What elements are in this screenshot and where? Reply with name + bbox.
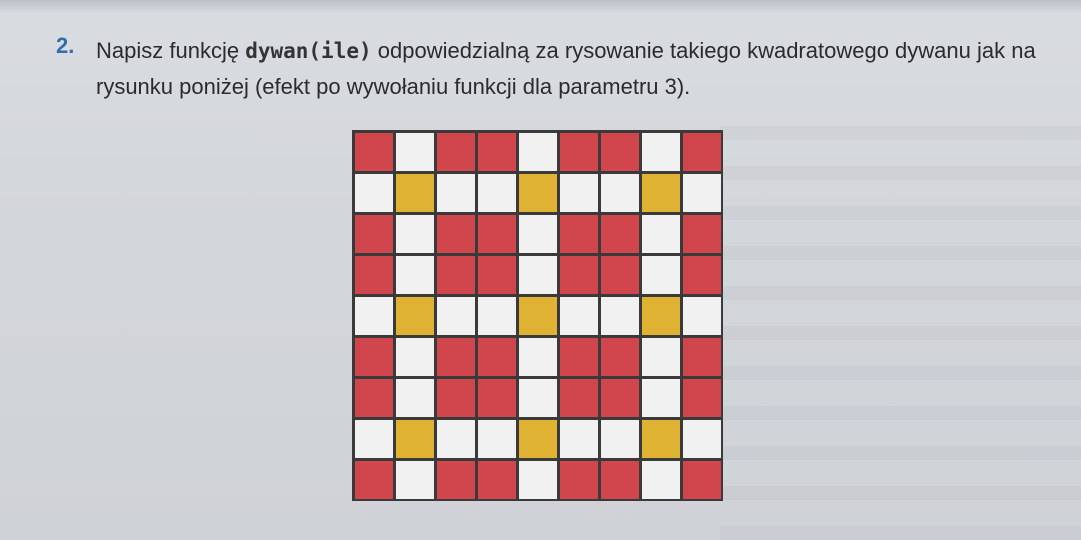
carpet-cell-white [683,297,721,335]
carpet-cell-red [437,133,475,171]
carpet-cell-yellow [396,420,434,458]
carpet-cell-white [355,420,393,458]
carpet-cell-white [519,461,557,499]
carpet-cell-white [396,338,434,376]
carpet-cell-red [437,461,475,499]
carpet-cell-red [683,133,721,171]
carpet-cell-red [560,461,598,499]
carpet-cell-white [437,420,475,458]
carpet-cell-red [355,379,393,417]
function-signature: dywan(ile) [245,39,372,63]
carpet-cell-white [519,338,557,376]
carpet-cell-red [355,461,393,499]
carpet-cell-white [478,420,516,458]
carpet-cell-red [478,133,516,171]
carpet-cell-white [642,338,680,376]
carpet-cell-red [478,379,516,417]
carpet-cell-white [478,174,516,212]
carpet-cell-white [355,174,393,212]
carpet-cell-red [478,256,516,294]
carpet-cell-red [683,256,721,294]
carpet-cell-white [560,297,598,335]
carpet-cell-white [478,297,516,335]
carpet-cell-red [601,256,639,294]
carpet-cell-red [683,338,721,376]
carpet-cell-red [478,461,516,499]
carpet-cell-red [437,338,475,376]
carpet-cell-yellow [396,174,434,212]
carpet-cell-white [519,379,557,417]
task-text-part-1: Napisz funkcję [96,38,246,63]
carpet-cell-red [355,133,393,171]
carpet-cell-red [601,215,639,253]
carpet-cell-red [560,215,598,253]
carpet-cell-white [355,297,393,335]
carpet-cell-white [396,461,434,499]
carpet-cell-white [642,379,680,417]
carpet-cell-red [601,461,639,499]
carpet-cell-red [478,215,516,253]
carpet-cell-red [437,215,475,253]
carpet-cell-white [560,174,598,212]
task-instruction [96,33,1036,104]
carpet-cell-yellow [642,420,680,458]
carpet-cell-white [601,297,639,335]
carpet-cell-white [437,297,475,335]
carpet-cell-red [355,215,393,253]
carpet-cell-red [683,461,721,499]
task-text-part-2: odpowiedzialną za rysowanie takiego kwadratowego dywanu jak na rysunku poniżej (efekt po wywołaniu funkcji dla parametru 3). [96,38,1036,99]
carpet-cell-white [683,420,721,458]
carpet-cell-red [560,338,598,376]
carpet-cell-white [683,174,721,212]
carpet-cell-yellow [642,297,680,335]
carpet-cell-red [355,256,393,294]
carpet-cell-red [355,338,393,376]
carpet-cell-white [437,174,475,212]
carpet-cell-white [519,215,557,253]
carpet-cell-white [519,133,557,171]
carpet-cell-white [396,133,434,171]
carpet-cell-white [396,256,434,294]
carpet-cell-yellow [642,174,680,212]
carpet-cell-red [601,338,639,376]
carpet-cell-red [478,338,516,376]
carpet-cell-red [437,379,475,417]
carpet-cell-red [437,256,475,294]
carpet-cell-yellow [519,420,557,458]
carpet-cell-white [396,379,434,417]
carpet-cell-white [601,420,639,458]
carpet-cell-red [683,215,721,253]
carpet-cell-red [683,379,721,417]
carpet-cell-red [560,133,598,171]
carpet-cell-white [642,256,680,294]
carpet-cell-red [560,256,598,294]
carpet-cell-white [642,133,680,171]
carpet-cell-yellow [396,297,434,335]
task-number: 2. [56,33,75,58]
carpet-cell-white [642,461,680,499]
carpet-cell-white [601,174,639,212]
carpet-cell-yellow [519,297,557,335]
carpet-cell-red [560,379,598,417]
carpet-cell-yellow [519,174,557,212]
carpet-cell-white [560,420,598,458]
carpet-cell-red [601,133,639,171]
carpet-cell-white [396,215,434,253]
carpet-cell-white [642,215,680,253]
carpet-cell-red [601,379,639,417]
previous-page-bleed [0,0,1081,14]
background-text-bleed [720,100,1081,540]
carpet-cell-white [519,256,557,294]
carpet-figure [352,130,723,501]
